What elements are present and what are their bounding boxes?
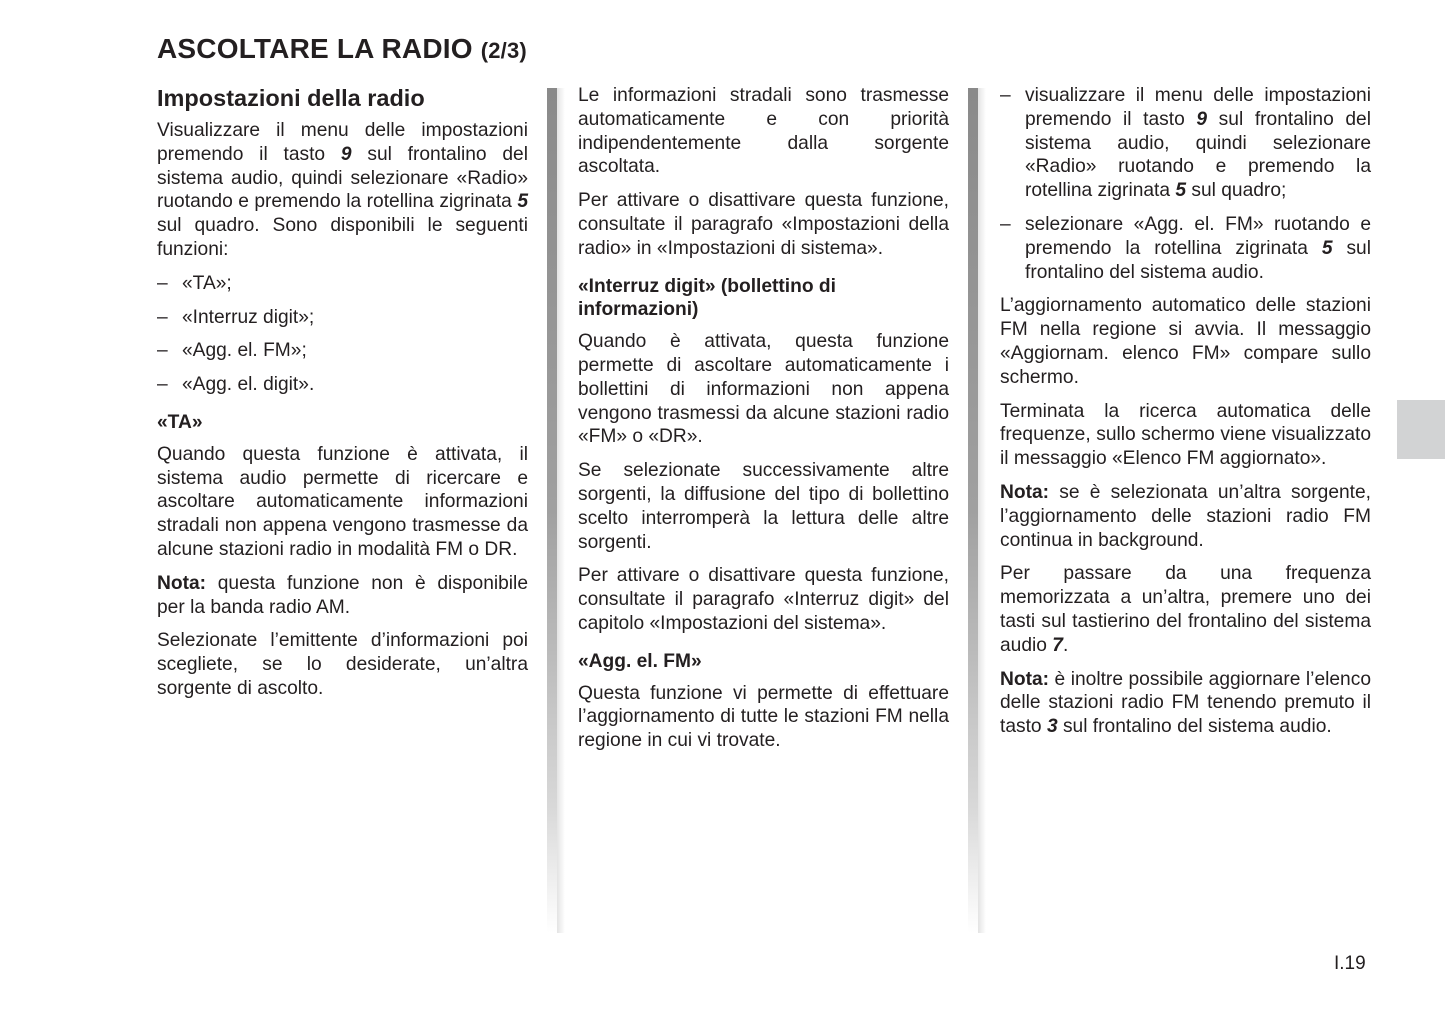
emphasis-text: 5	[517, 191, 528, 213]
text-run: Selezionate l’emittente d’informazioni poi scegliete, se lo desiderate, un’altra sorgente di ascolto.	[157, 630, 528, 699]
text-run: sul frontalino del sistema audio.	[1057, 716, 1332, 738]
paragraph	[578, 84, 949, 179]
paragraph	[1000, 562, 1371, 657]
chapter-tab	[1397, 400, 1445, 459]
emphasis-text: 5	[1175, 180, 1187, 202]
text-run: visualizzare il menu delle impostazioni premendo il tasto	[1025, 85, 1371, 130]
subsection-heading	[578, 275, 949, 323]
paragraph	[157, 572, 528, 620]
text-run: Visualizzare il menu delle impostazioni premendo il tasto	[157, 120, 528, 165]
text-run: Per attivare o disattivare questa funzione, consultate il paragrafo «Interruz digit» del capitolo «Impostazioni del sistema».	[578, 565, 949, 634]
paragraph	[157, 119, 528, 262]
paragraph	[157, 443, 528, 562]
text-run: «Interruz digit» (bollettino di informazioni)	[578, 275, 836, 321]
text-run: sul frontalino del sistema audio.	[1025, 237, 1371, 283]
paragraph	[578, 459, 949, 554]
list-item	[157, 306, 528, 330]
title-main: ASCOLTARE LA RADIO	[157, 33, 473, 64]
text-run: Quando questa funzione è attivata, il sistema audio permette di ricercare e ascoltare automaticamente informazioni stradali non appena vengono trasmesse da alcune stazioni radio in modalità FM o DR.	[157, 443, 528, 560]
text-run: L’aggiornamento automatico delle stazioni FM nella regione si avvia. Il messaggio «Aggiornam. elenco FM» compare sullo schermo.	[1000, 295, 1371, 388]
text-run: sul quadro;	[1186, 180, 1287, 202]
text-run: questa funzione non è disponibile per la banda radio AM.	[157, 572, 528, 618]
list-item	[1000, 213, 1371, 284]
column-divider	[968, 88, 978, 933]
text-run: Impostazioni della radio	[157, 85, 425, 111]
emphasis-text: 5	[1321, 237, 1333, 259]
paragraph	[578, 189, 949, 260]
list-item	[1000, 84, 1371, 203]
page-title	[157, 33, 527, 65]
column-divider	[547, 88, 557, 933]
text-run: sul frontalino del sistema audio, quindi selezionare «Radio» ruotando e premendo la rotellina zigrinata	[157, 143, 528, 213]
page-number: I.19	[1334, 953, 1366, 974]
text-run: «Agg. el. digit».	[182, 374, 315, 396]
text-run: Quando è attivata, questa funzione permette di ascoltare automaticamente i bollettini di informazioni non appena vengono trasmessi da alcune stazioni radio «FM» o «DR».	[578, 331, 949, 448]
text-run: «TA»;	[182, 272, 232, 294]
text-run: sul frontalino del sistema audio, quindi selezionare «Radio» ruotando e premendo la rotellina zigrinata	[1025, 108, 1371, 202]
list-item	[157, 373, 528, 397]
text-run: «Agg. el. FM»	[578, 650, 702, 672]
paragraph	[1000, 668, 1371, 739]
text-run: Terminata la ricerca automatica delle frequenze, sullo schermo viene visualizzato il messaggio «Elenco FM aggiornato».	[1000, 400, 1371, 470]
emphasis-text: 7	[1052, 634, 1063, 656]
emphasis-text: Nota:	[1000, 481, 1050, 503]
paragraph	[578, 682, 949, 753]
paragraph	[578, 564, 949, 635]
text-run: Questa funzione vi permette di effettuare l’aggiornamento di tutte le stazioni FM nella regione in cui vi trovate.	[578, 682, 949, 752]
text-run: è inoltre possibile aggiornare l’elenco delle stazioni radio FM tenendo premuto il tasto	[1000, 668, 1371, 738]
text-run: selezionare «Agg. el. FM» ruotando e premendo la rotellina zigrinata	[1025, 213, 1371, 259]
paragraph	[1000, 400, 1371, 471]
emphasis-text: 3	[1046, 716, 1058, 738]
text-run: se è selezionata un’altra sorgente, l’aggiornamento delle stazioni radio FM continua in background.	[1000, 481, 1371, 551]
text-run: «Agg. el. FM»;	[182, 340, 307, 362]
emphasis-text: 9	[1196, 108, 1208, 130]
text-run: Per passare da una frequenza memorizzata a un’altra, premere uno dei tasti sul tastierino del frontalino del sistema audio	[1000, 563, 1371, 656]
paragraph	[578, 330, 949, 449]
text-run: «Interruz digit»;	[182, 306, 315, 328]
emphasis-text: 9	[340, 143, 352, 165]
text-run: «TA»	[157, 411, 203, 433]
column-2	[578, 84, 949, 763]
subsection-heading	[578, 650, 949, 674]
paragraph	[1000, 294, 1371, 389]
text-run: sul quadro. Sono disponibili le seguenti funzioni:	[157, 215, 528, 260]
text-run: .	[1062, 634, 1069, 656]
text-run: Per attivare o disattivare questa funzione, consultate il paragrafo «Impostazioni della radio» in «Impostazioni di sistema».	[578, 190, 949, 259]
emphasis-text: Nota:	[1000, 668, 1050, 690]
section-heading	[157, 84, 528, 112]
list-item	[157, 339, 528, 363]
paragraph	[1000, 481, 1371, 552]
list-item	[157, 272, 528, 296]
text-run: Le informazioni stradali sono trasmesse automaticamente e con priorità indipendentemente dalla sorgente ascoltata.	[578, 85, 949, 178]
title-part: (2/3)	[480, 38, 527, 63]
subsection-heading	[157, 411, 528, 435]
paragraph	[157, 629, 528, 700]
column-3	[1000, 84, 1371, 749]
column-1	[157, 84, 528, 711]
emphasis-text: Nota:	[157, 572, 207, 594]
text-run: Se selezionate successivamente altre sorgenti, la diffusione del tipo di bollettino scelto interromperà la lettura delle altre sorgenti.	[578, 460, 949, 553]
